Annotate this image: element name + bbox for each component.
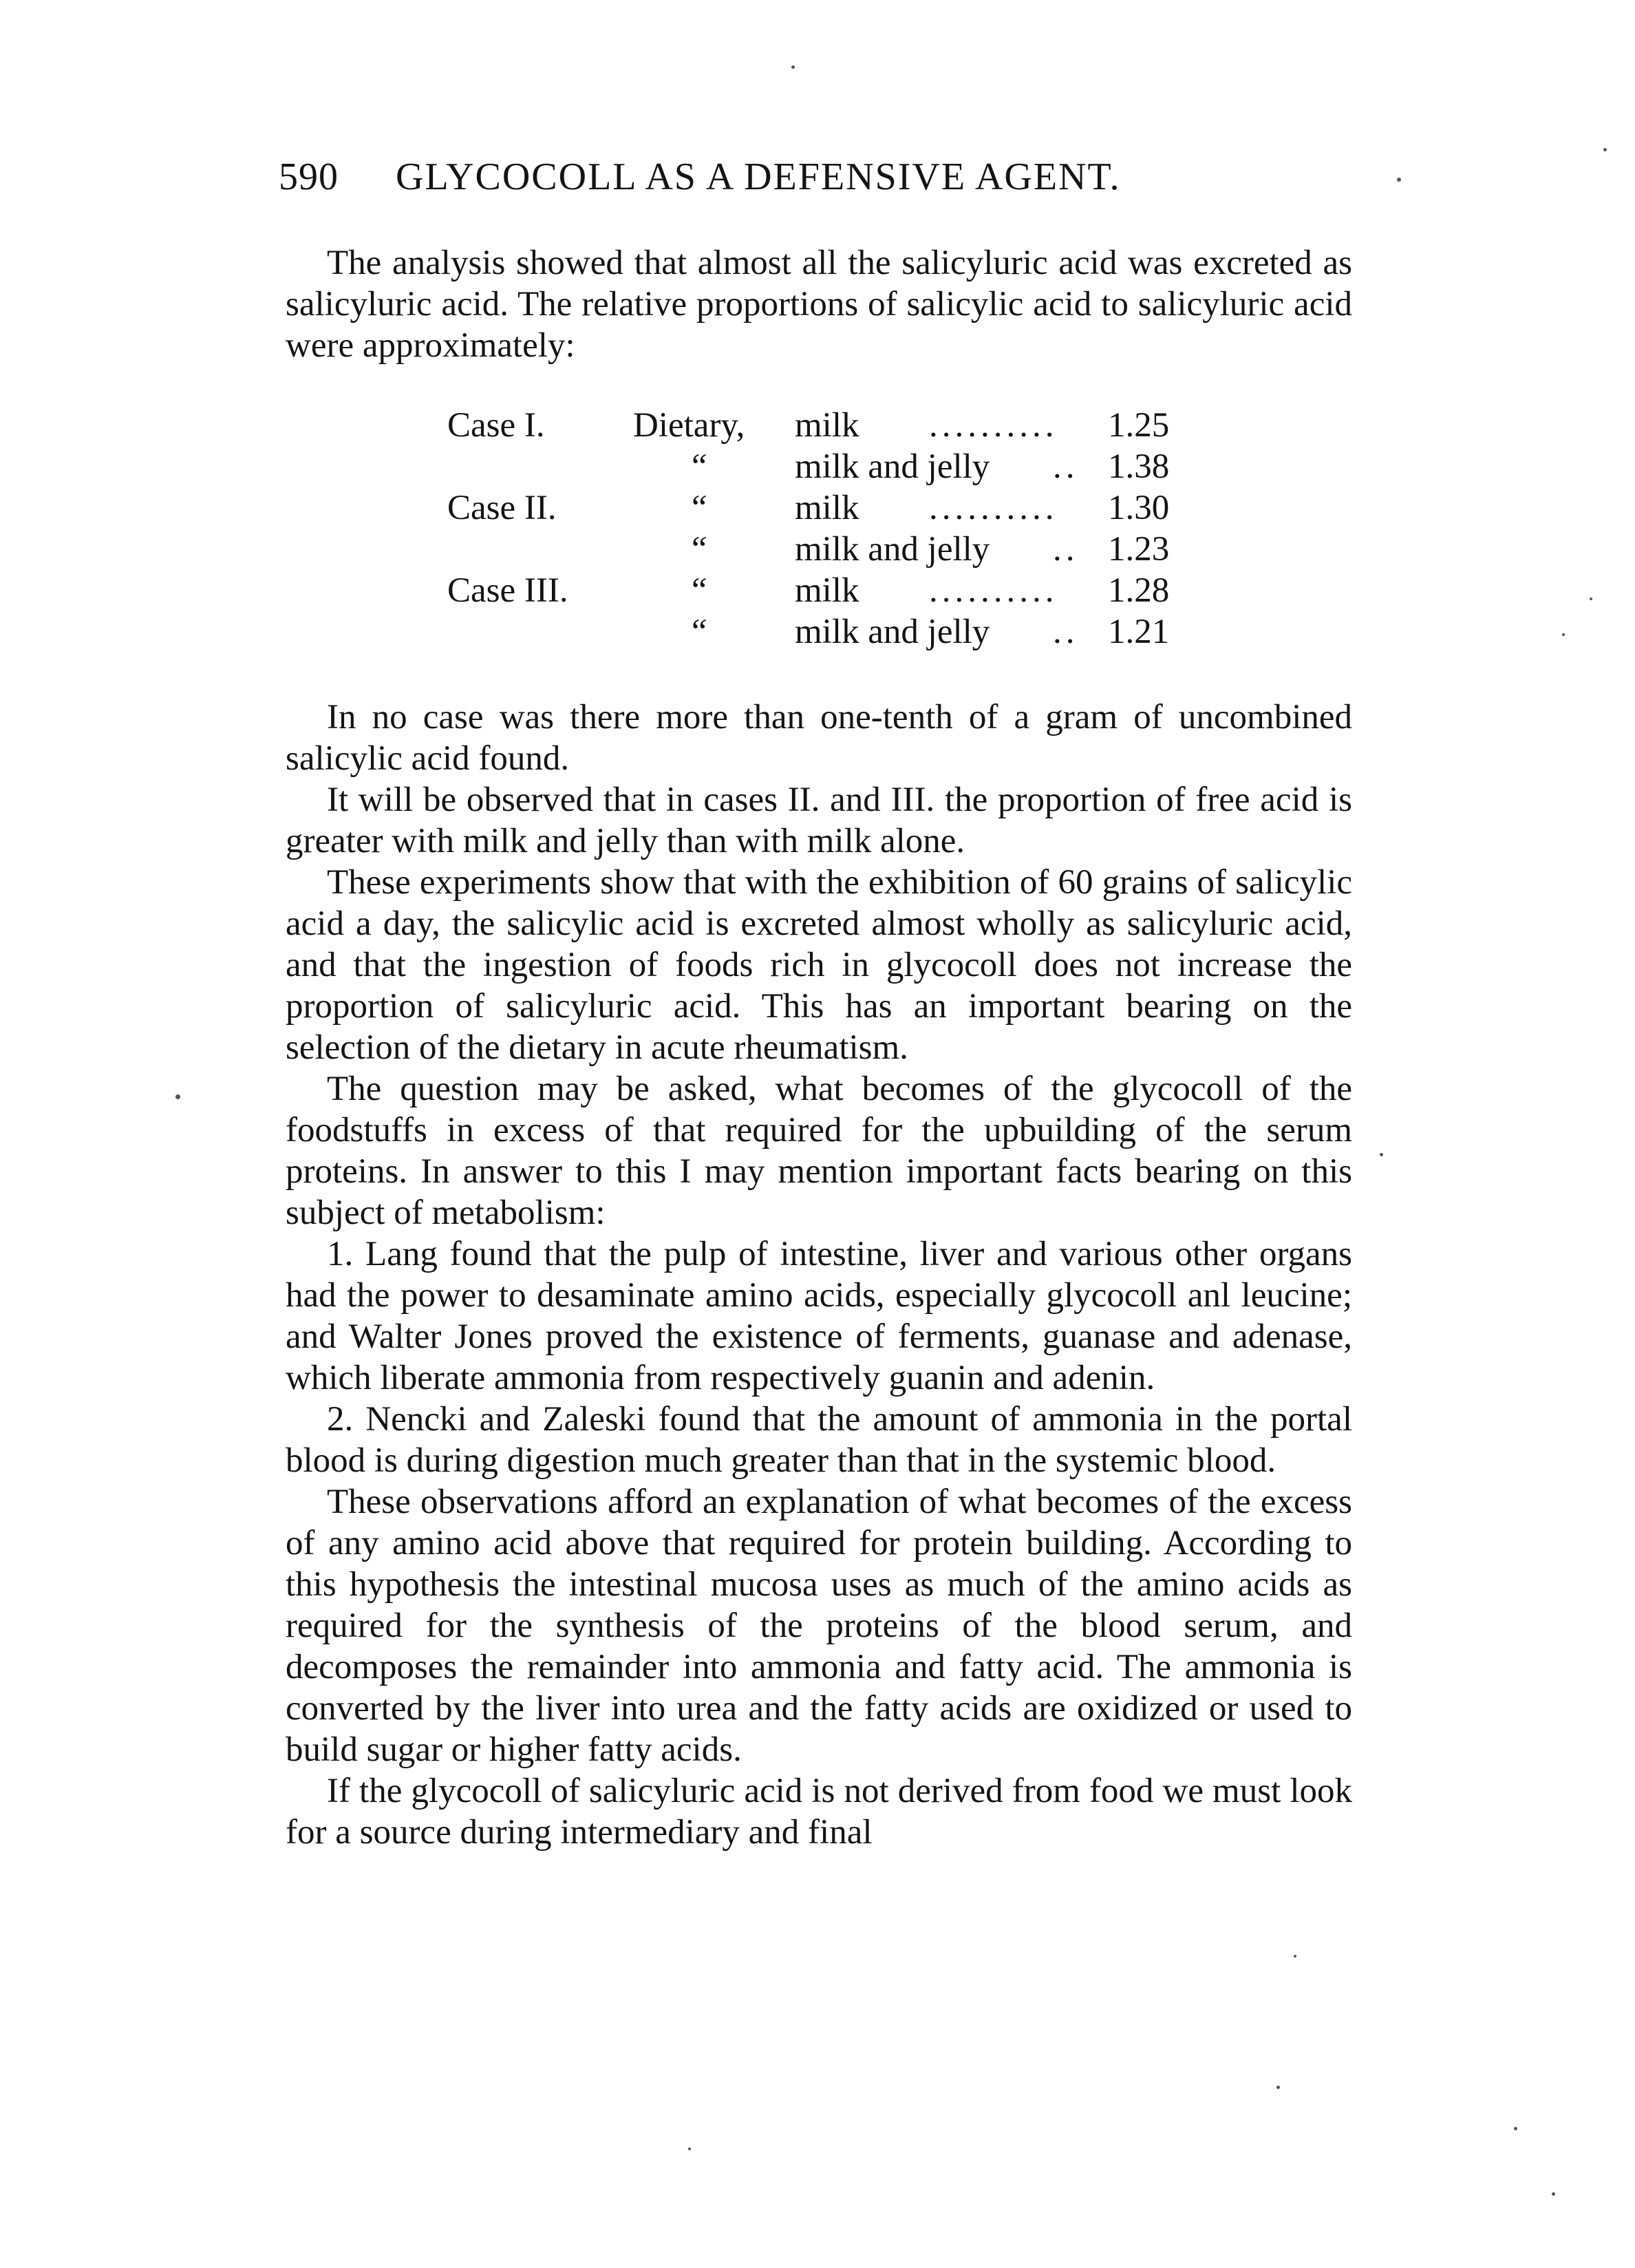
case-label: Case I. [447,406,545,445]
scan-speck [1552,2192,1555,2196]
intro-block [286,242,1352,366]
table-row [447,611,1204,653]
scan-speck [1603,148,1607,151]
running-header [279,153,1352,201]
ditto-mark: “ [688,571,708,610]
ditto-mark: “ [688,613,708,651]
paragraph: It will be observed that in cases II. and III. the proportion of free acid is greater with milk and jelly than with milk alone. [286,781,1352,860]
case-label: Case III. [447,571,568,610]
table-row [447,405,1204,446]
paragraph: The question may be asked, what becomes of the glycocoll of the foodstuffs in excess of that required for the upbuilding of the serum proteins. In answer to this I may mention important facts bearing on this subject of metabolism: [286,1070,1352,1232]
food-label: milk [795,571,859,610]
paragraph: These observations afford an explanation of what becomes of the excess of any amino acid above that required for protein building. According to this hypothesis the intestinal mucosa uses as much of the amino acids as required for the synthesis of the proteins of the blood serum, and decomposes the remainder into ammonia and fatty acid. The ammonia is converted by the liver into urea and the fatty acids are oxidized or used to build sugar or higher fatty acids. [286,1483,1352,1769]
proportions-table [447,405,1204,653]
leader-dots: .......... [929,489,1058,527]
scan-speck [1590,597,1592,600]
dietary-label: Dietary, [633,406,745,445]
scan-speck [1380,1153,1383,1156]
scan-speck [1276,2086,1280,2089]
food-label: milk [795,406,859,445]
scan-speck [1397,178,1401,182]
food-label: milk and jelly [795,530,990,569]
ratio-value: 1.30 [1108,489,1170,527]
ditto-mark: “ [688,530,708,569]
table-row [447,570,1204,611]
scan-speck [791,65,795,69]
table-row [447,446,1204,487]
paragraph: If the glycocoll of salicyluric acid is not derived from food we must look for a source during intermediary and final [286,1772,1352,1852]
paragraph: 2. Nencki and Zaleski found that the amount of ammonia in the portal blood is during digestion much greater than that in the systemic blood. [286,1400,1352,1480]
ratio-value: 1.23 [1108,530,1170,569]
scan-speck [1562,633,1565,636]
paragraph: These experiments show that with the exhibition of 60 grains of salicylic acid a day, the salicylic acid is excreted almost wholly as salicyluric acid, and that the ingestion of foods rich in glycocoll does not increase the proportion of salicyluric acid. This has an important bearing on the selection of the dietary in acute rheumatism. [286,863,1352,1067]
scan-speck [688,2148,691,2150]
food-label: milk and jelly [795,613,990,651]
table-row [447,487,1204,529]
page-number: 590 [279,156,339,198]
leader-dots: .. [1053,447,1079,486]
ratio-value: 1.25 [1108,406,1170,445]
scan-speck [175,1094,180,1099]
paragraph: 1. Lang found that the pulp of intestine, liver and various other organs had the power to desaminate amino acids, especially glycocoll anl leucine; and Walter Jones proved the existence of ferments, guanase and adenase, which liberate ammonia from respectively guanin and adenin. [286,1235,1352,1397]
leader-dots: .. [1053,530,1079,569]
leader-dots: .......... [929,571,1058,610]
ditto-mark: “ [688,447,708,486]
leader-dots: .. [1053,613,1079,651]
scan-speck [1294,1955,1296,1958]
ratio-value: 1.28 [1108,571,1170,610]
ditto-mark: “ [688,489,708,527]
scan-speck [1514,2127,1517,2130]
food-label: milk [795,489,859,527]
leader-dots: .......... [929,406,1058,445]
ratio-value: 1.21 [1108,613,1170,651]
food-label: milk and jelly [795,447,990,486]
running-title: GLYCOCOLL AS A DEFENSIVE AGENT. [396,156,1121,198]
ratio-value: 1.38 [1108,447,1170,486]
table-row [447,529,1204,570]
body-text [286,697,1352,1853]
intro-paragraph: The analysis showed that almost all the salicyluric acid was excreted as salicyluric acid. The relative proportions of salicylic acid to salicyluric acid were approximately: [286,244,1352,365]
paragraph: In no case was there more than one-tenth of a gram of uncombined salicylic acid found. [286,698,1352,778]
case-label: Case II. [447,489,557,527]
